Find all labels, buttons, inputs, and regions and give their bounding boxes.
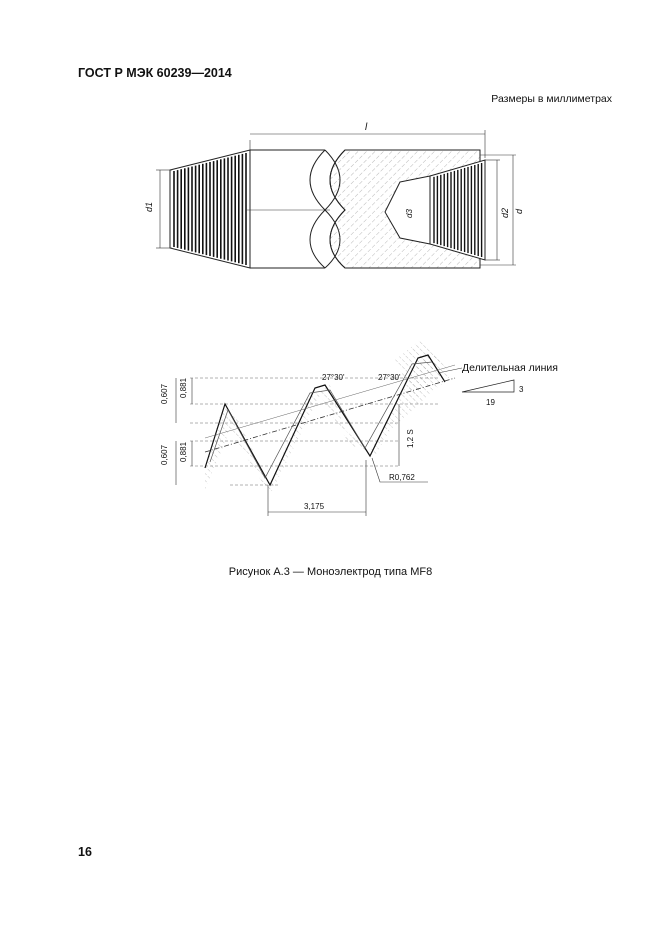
dimension-d-label: d bbox=[514, 208, 524, 214]
angle-label-1: 27°30' bbox=[322, 373, 345, 382]
dimension-0607-bottom: 0,607 bbox=[160, 444, 169, 465]
angle-label-2: 27°30' bbox=[378, 373, 401, 382]
dimension-d2-label: d2 bbox=[500, 207, 510, 218]
dimension-12s: 1,2 S bbox=[406, 429, 415, 448]
document-header: ГОСТ Р МЭК 60239—2014 bbox=[78, 66, 232, 80]
taper-run-label: 19 bbox=[486, 398, 495, 407]
dimension-d1-label: d1 bbox=[144, 201, 154, 212]
dimension-0881-bottom: 0,881 bbox=[179, 441, 188, 462]
left-thread bbox=[170, 150, 250, 268]
dimension-0607-top: 0,607 bbox=[160, 383, 169, 404]
figure-caption: Рисунок А.3 — Моноэлектрод типа MF8 bbox=[228, 566, 433, 578]
dimension-0881-top: 0,881 bbox=[179, 377, 188, 398]
electrode-drawing bbox=[144, 122, 524, 268]
page-number: 16 bbox=[78, 845, 92, 859]
taper-rise-label: 3 bbox=[519, 385, 524, 394]
thread-profile-drawing bbox=[160, 340, 558, 516]
dimension-d2 bbox=[485, 160, 510, 260]
electrode-body bbox=[246, 150, 485, 268]
dimension-d1 bbox=[144, 170, 172, 248]
dimension-d3-label: d3 bbox=[405, 209, 414, 218]
dimension-radius: R0,762 bbox=[389, 473, 415, 482]
units-note: Размеры в миллиметрах bbox=[491, 93, 612, 105]
dimension-pitch: 3,175 bbox=[304, 502, 325, 511]
dimension-l-label: l bbox=[365, 122, 368, 133]
pitch-line-label: Делительная линия bbox=[462, 362, 558, 374]
taper-indicator bbox=[462, 380, 524, 407]
